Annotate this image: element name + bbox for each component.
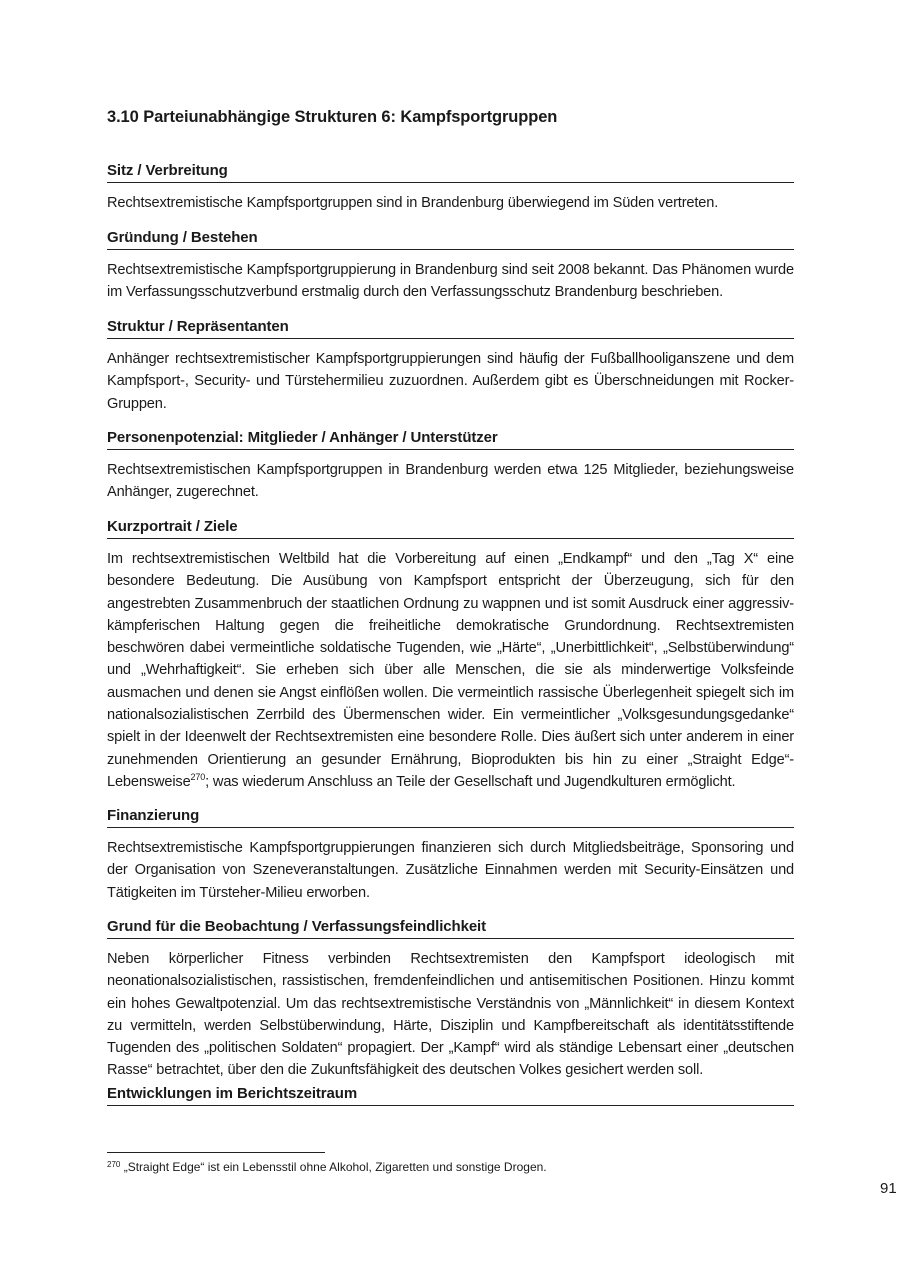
section-heading: Gründung / Bestehen — [107, 229, 794, 250]
section-gruendung — [107, 229, 794, 304]
section-heading: Finanzierung — [107, 807, 794, 828]
section-text: Rechtsextremistische Kampfsportgruppen sind in Brandenburg überwiegend im Süden vertreten. — [107, 195, 719, 211]
section-heading: Struktur / Repräsentanten — [107, 318, 794, 339]
footnote-text: „Straight Edge“ ist ein Lebensstil ohne Alkohol, Zigaretten und sonstige Drogen. — [123, 1160, 547, 1174]
section-heading: Entwicklungen im Berichtszeitraum — [107, 1085, 794, 1106]
section-text: Rechtsextremistische Kampfsportgruppierung in Brandenburg sind seit 2008 bekannt. Das Phänomen wurde im Verfassungsschutzverbund erstmalig durch den Verfassungsschutz Brandenburg beschrieben. — [107, 262, 794, 301]
section-text-part: ; was wiederum Anschluss an Teile der Gesellschaft und Jugendkulturen ermöglicht. — [205, 773, 736, 790]
section-text: Rechtsextremistischen Kampfsportgruppen in Brandenburg werden etwa 125 Mitglieder, beziehungsweise Anhänger, zugerechnet. — [107, 462, 794, 501]
section-text: Rechtsextremistische Kampfsportgruppierungen finanzieren sich durch Mitgliedsbeiträge, Sponsoring und der Organisation von Szeneveranstaltungen. Zusätzliche Einnahmen werden mit Security-Einsätzen und Tätigkeiten im Türsteher-Milieu erworben. — [107, 840, 794, 901]
section-struktur — [107, 318, 794, 415]
section-heading: Sitz / Verbreitung — [107, 162, 794, 183]
footnote — [107, 1160, 547, 1174]
section-text: Anhänger rechtsextremistischer Kampfsportgruppierungen sind häufig der Fußballhooliganszene und dem Kampfsport-, Security- und Türstehermilieu zuzuordnen. Außerdem gibt es Überschneidungen mit Rocker-Gruppen. — [107, 351, 794, 412]
section-grund — [107, 918, 794, 1082]
section-text: Neben körperlicher Fitness verbinden Rechtsextremisten den Kampfsport ideologisch mit neonationalsozialistischen, rassistischen, fremdenfeindlichen und antisemitischen Positionen. Hinzu kommt ein hohes Gewaltpotenzial. Um das rechtsextremistische Verständnis von „Männlichkeit“ in diesem Kontext zu vermitteln, werden Selbstüberwindung, Härte, Disziplin und Kampfbereitschaft als identitätsstiftende Tugenden des „politischen Soldaten“ propagiert. Der „Kampf“ wird als ständige Lebensart einer „deutschen Rasse“ betrachtet, über den die Zukunftsfähigkeit des deutschen Volkes gesichert werden soll. — [107, 951, 794, 1079]
section-heading: Grund für die Beobachtung / Verfassungsfeindlichkeit — [107, 918, 794, 939]
section-finanzierung — [107, 807, 794, 904]
page-number: 91 — [880, 1180, 897, 1197]
chapter-title: 3.10 Parteiunabhängige Strukturen 6: Kampfsportgruppen — [107, 108, 558, 126]
section-heading: Personenpotenzial: Mitglieder / Anhänger / Unterstützer — [107, 429, 794, 450]
section-text — [107, 548, 794, 793]
section-kurzportrait — [107, 518, 794, 793]
section-heading: Kurzportrait / Ziele — [107, 518, 794, 539]
section-personenpotenzial — [107, 429, 794, 504]
section-sitz — [107, 162, 794, 214]
footnote-number: 270 — [107, 1160, 121, 1169]
section-entwicklungen — [107, 1085, 794, 1106]
footnote-divider — [107, 1152, 325, 1153]
footnote-reference[interactable]: 270 — [190, 771, 206, 782]
section-text-part: Im rechtsextremistischen Weltbild hat die Vorbereitung auf einen „Endkampf“ und den „Tag X“ eine besondere Bedeutung. Die Ausübung von Kampfsport entspricht der Überzeugung, sich für den angestrebten Zusammenbruch der staatlichen Ordnung zu wappnen und ist somit Ausdruck einer aggressiv-kämpferischen Haltung gegen die freiheitliche demokratische Grundordnung. Rechtsextremisten beschwören dabei vermeintliche soldatische Tugenden, wie „Härte“, „Unerbittlichkeit“, „Selbstüberwindung“ und „Wehrhaftigkeit“. Sie erheben sich über alle Menschen, die sie als minderwertige Volksfeinde ausmachen und denen sie Angst einflößen wollen. Die vermeintlich rassische Überlegenheit spiegelt sich im nationalsozialistischen Zerrbild des Übermenschen wider. Ein vermeintlicher „Volksgesundungsgedanke“ spielt in der Ideenwelt der Rechtsextremisten eine besondere Rolle. Dies äußert sich unter anderem in einer zunehmenden Orientierung an gesunder Ernährung, Bioprodukten bis hin zu einer „Straight Edge“-Lebensweise — [107, 551, 794, 790]
